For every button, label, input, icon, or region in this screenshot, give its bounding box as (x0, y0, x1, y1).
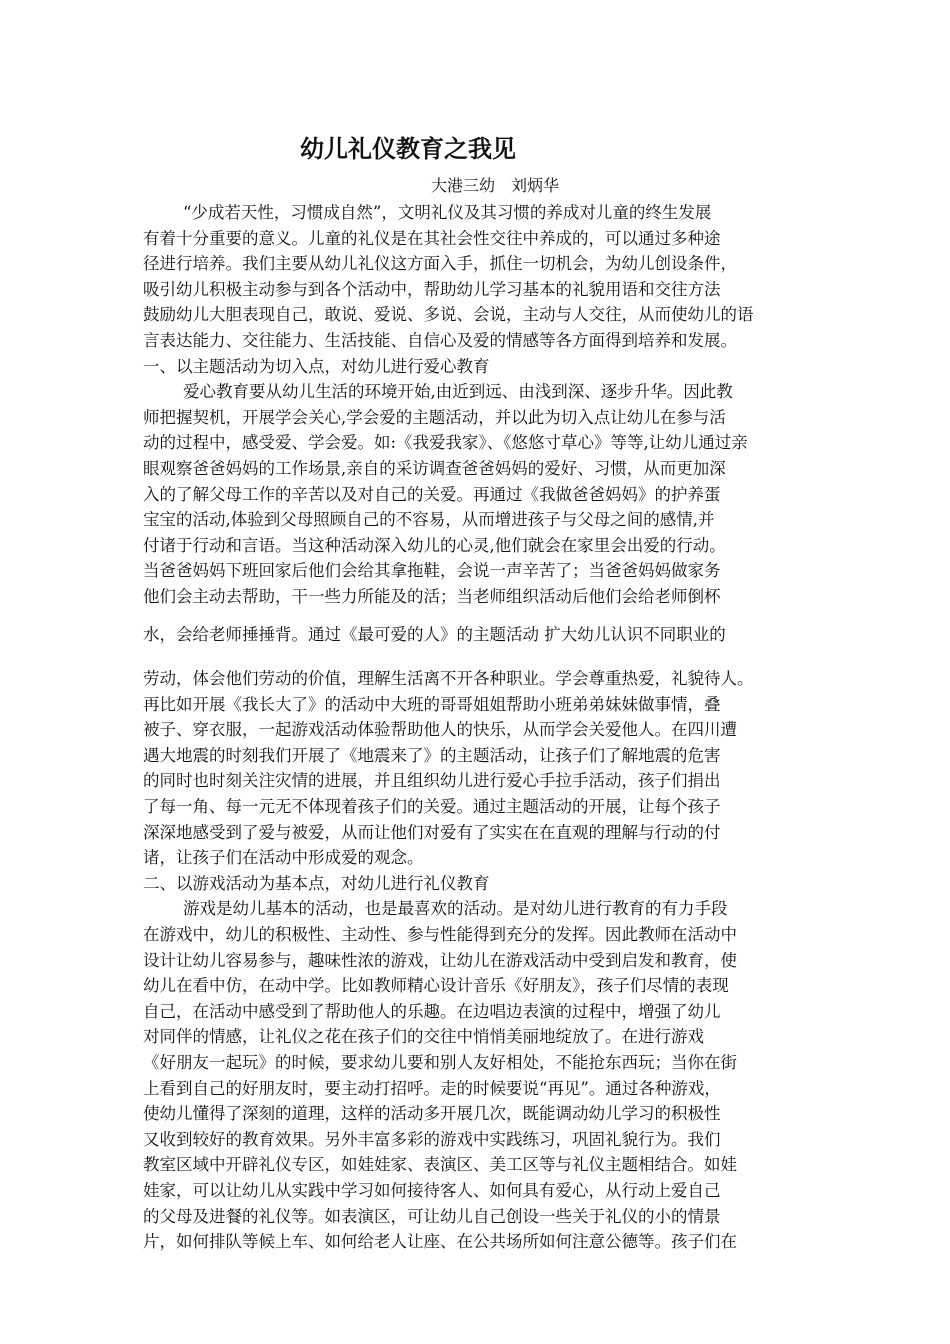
text-line: 深深地感受到了爱与被爱，从而让他们对爱有了实实在在直观的理解与行动的付 (143, 822, 721, 842)
text-line: 宝宝的活动,体验到父母照顾自己的不容易，从而增进孩子与父母之间的感情,并 (143, 510, 715, 530)
text-line: 娃家，可以让幼儿从实践中学习如何接待客人、如何具有爱心，从行动上爱自己 (143, 1180, 721, 1200)
text-line: 上看到自己的好朋友时，要主动打招呼。走的时候要说“再见”。通过各种游戏， (143, 1078, 721, 1098)
text-line: 诸，让孩子们在活动中形成爱的观念。 (143, 848, 424, 868)
text-line: 入的了解父母工作的辛苦以及对自己的关爱。再通过《我做爸爸妈妈》的护养蛋 (143, 484, 721, 504)
document-body (143, 200, 823, 1255)
text-line: 径进行培养。我们主要从幼儿礼仪这方面入手，抓住一切机会，为幼儿创设条件， (143, 254, 737, 274)
text-line: 水，会给老师捶捶背。通过《最可爱的人》的主题活动 扩大幼儿认识不同职业的 (143, 624, 726, 644)
text-line: 了每一角、每一元无不体现着孩子们的关爱。通过主题活动的开展，让每个孩子 (143, 797, 721, 817)
text-line: 动的过程中，感受爱、学会爱。如:《我爱我家》、《悠悠寸草心》等等,让幼儿通过亲 (143, 433, 748, 453)
text-line: 在游戏中，幼儿的积极性、主动性、参与性能得到充分的发挥。因此教师在活动中 (143, 925, 737, 945)
text-line: 自己，在活动中感受到了帮助他人的乐趣。在边唱边表演的过程中，增强了幼儿 (143, 1001, 721, 1021)
text-line: 爱心教育要从幼儿生活的环境开始,由近到远、由浅到深、逐步升华。因此教 (183, 382, 733, 402)
text-line: 的同时也时刻关注灾情的进展，并且组织幼儿进行爱心手拉手活动，孩子们捐出 (143, 771, 721, 791)
author-byline: 大港三幼 刘炳华 (430, 176, 559, 195)
text-line: 师把握契机，开展学会关心,学会爱的主题活动，并以此为切入点让幼儿在参与活 (143, 407, 726, 427)
text-line: 言表达能力、交往能力、生活技能、自信心及爱的情感等各方面得到培养和发展。 (143, 330, 737, 350)
text-line: 有着十分重要的意义。儿童的礼仪是在其社会性交往中养成的，可以通过多种途 (143, 228, 721, 248)
text-line: 幼儿在看中仿，在动中学。比如教师精心设计音乐《好朋友》，孩子们尽情的表现 (143, 976, 729, 996)
text-line: 片，如何排队等候上车、如何给老人让座、在公共场所如何注意公德等。孩子们在 (143, 1232, 737, 1252)
text-line: 吸引幼儿积极主动参与到各个活动中，帮助幼儿学习基本的礼貌用语和交往方法 (143, 279, 721, 299)
section-heading: 二、以游戏活动为基本点，对幼儿进行礼仪教育 (143, 873, 490, 893)
text-line: 《好朋友一起玩》的时候，要求幼儿要和别人友好相处，不能抢东西玩；当你在街 (143, 1053, 737, 1072)
text-line: 被子、穿衣服，一起游戏活动体验帮助他人的快乐，从而学会关爱他人。在四川遭 (143, 720, 737, 740)
text-line: 对同伴的情感，让礼仪之花在孩子们的交往中悄悄美丽地绽放了。在进行游戏 (143, 1027, 704, 1047)
text-line: 劳动，体会他们劳动的价值，理解生活离不开各种职业。学会尊重热爱，礼貌待人。 (143, 669, 754, 689)
section-heading: 一、以主题活动为切入点，对幼儿进行爱心教育 (143, 356, 490, 376)
text-line: 设计让幼儿容易参与，趣味性浓的游戏，让幼儿在游戏活动中受到启发和教育，使 (143, 950, 737, 970)
text-line: 眼观察爸爸妈妈的工作场景,亲自的采访调查爸爸妈妈的爱好、习惯，从而更加深 (143, 458, 726, 478)
text-line: 使幼儿懂得了深刻的道理，这样的活动多开展几次，既能调动幼儿学习的积极性 (143, 1104, 721, 1124)
text-line: 的父母及进餐的礼仪等。如表演区，可让幼儿自己创设一些关于礼仪的小的情景 (143, 1206, 721, 1226)
text-line: 游戏是幼儿基本的活动，也是最喜欢的活动。是对幼儿进行教育的有力手段 (183, 899, 728, 919)
text-line: 鼓励幼儿大胆表现自己，敢说、爱说、多说、会说，主动与人交往，从而使幼儿的语 (143, 305, 754, 325)
text-line: 当爸爸妈妈下班回家后他们会给其拿拖鞋，会说一声辛苦了；当爸爸妈妈做家务 (143, 561, 721, 581)
text-line: 他们会主动去帮助，干一些力所能及的活；当老师组织活动后他们会给老师倒杯 (143, 586, 721, 606)
text-line: 再比如开展《我长大了》的活动中大班的哥哥姐姐帮助小班弟弟妹妹做事情，叠 (143, 694, 721, 714)
text-line: 教室区域中开辟礼仪专区，如娃娃家、表演区、美工区等与礼仪主题相结合。如娃 (143, 1155, 737, 1175)
text-line: “少成若天性，习惯成自然”，文明礼仪及其习惯的养成对儿童的终生发展 (183, 203, 712, 222)
document-title: 幼儿礼仪教育之我见 (300, 134, 516, 163)
text-line: 遇大地震的时刻我们开展了《地震来了》的主题活动，让孩子们了解地震的危害 (143, 745, 721, 765)
text-line: 付诸于行动和言语。当这种活动深入幼儿的心灵,他们就会在家里会出爱的行动。 (143, 535, 726, 555)
text-line: 又收到较好的教育效果。另外丰富多彩的游戏中实践练习，巩固礼貌行为。我们 (143, 1129, 721, 1149)
